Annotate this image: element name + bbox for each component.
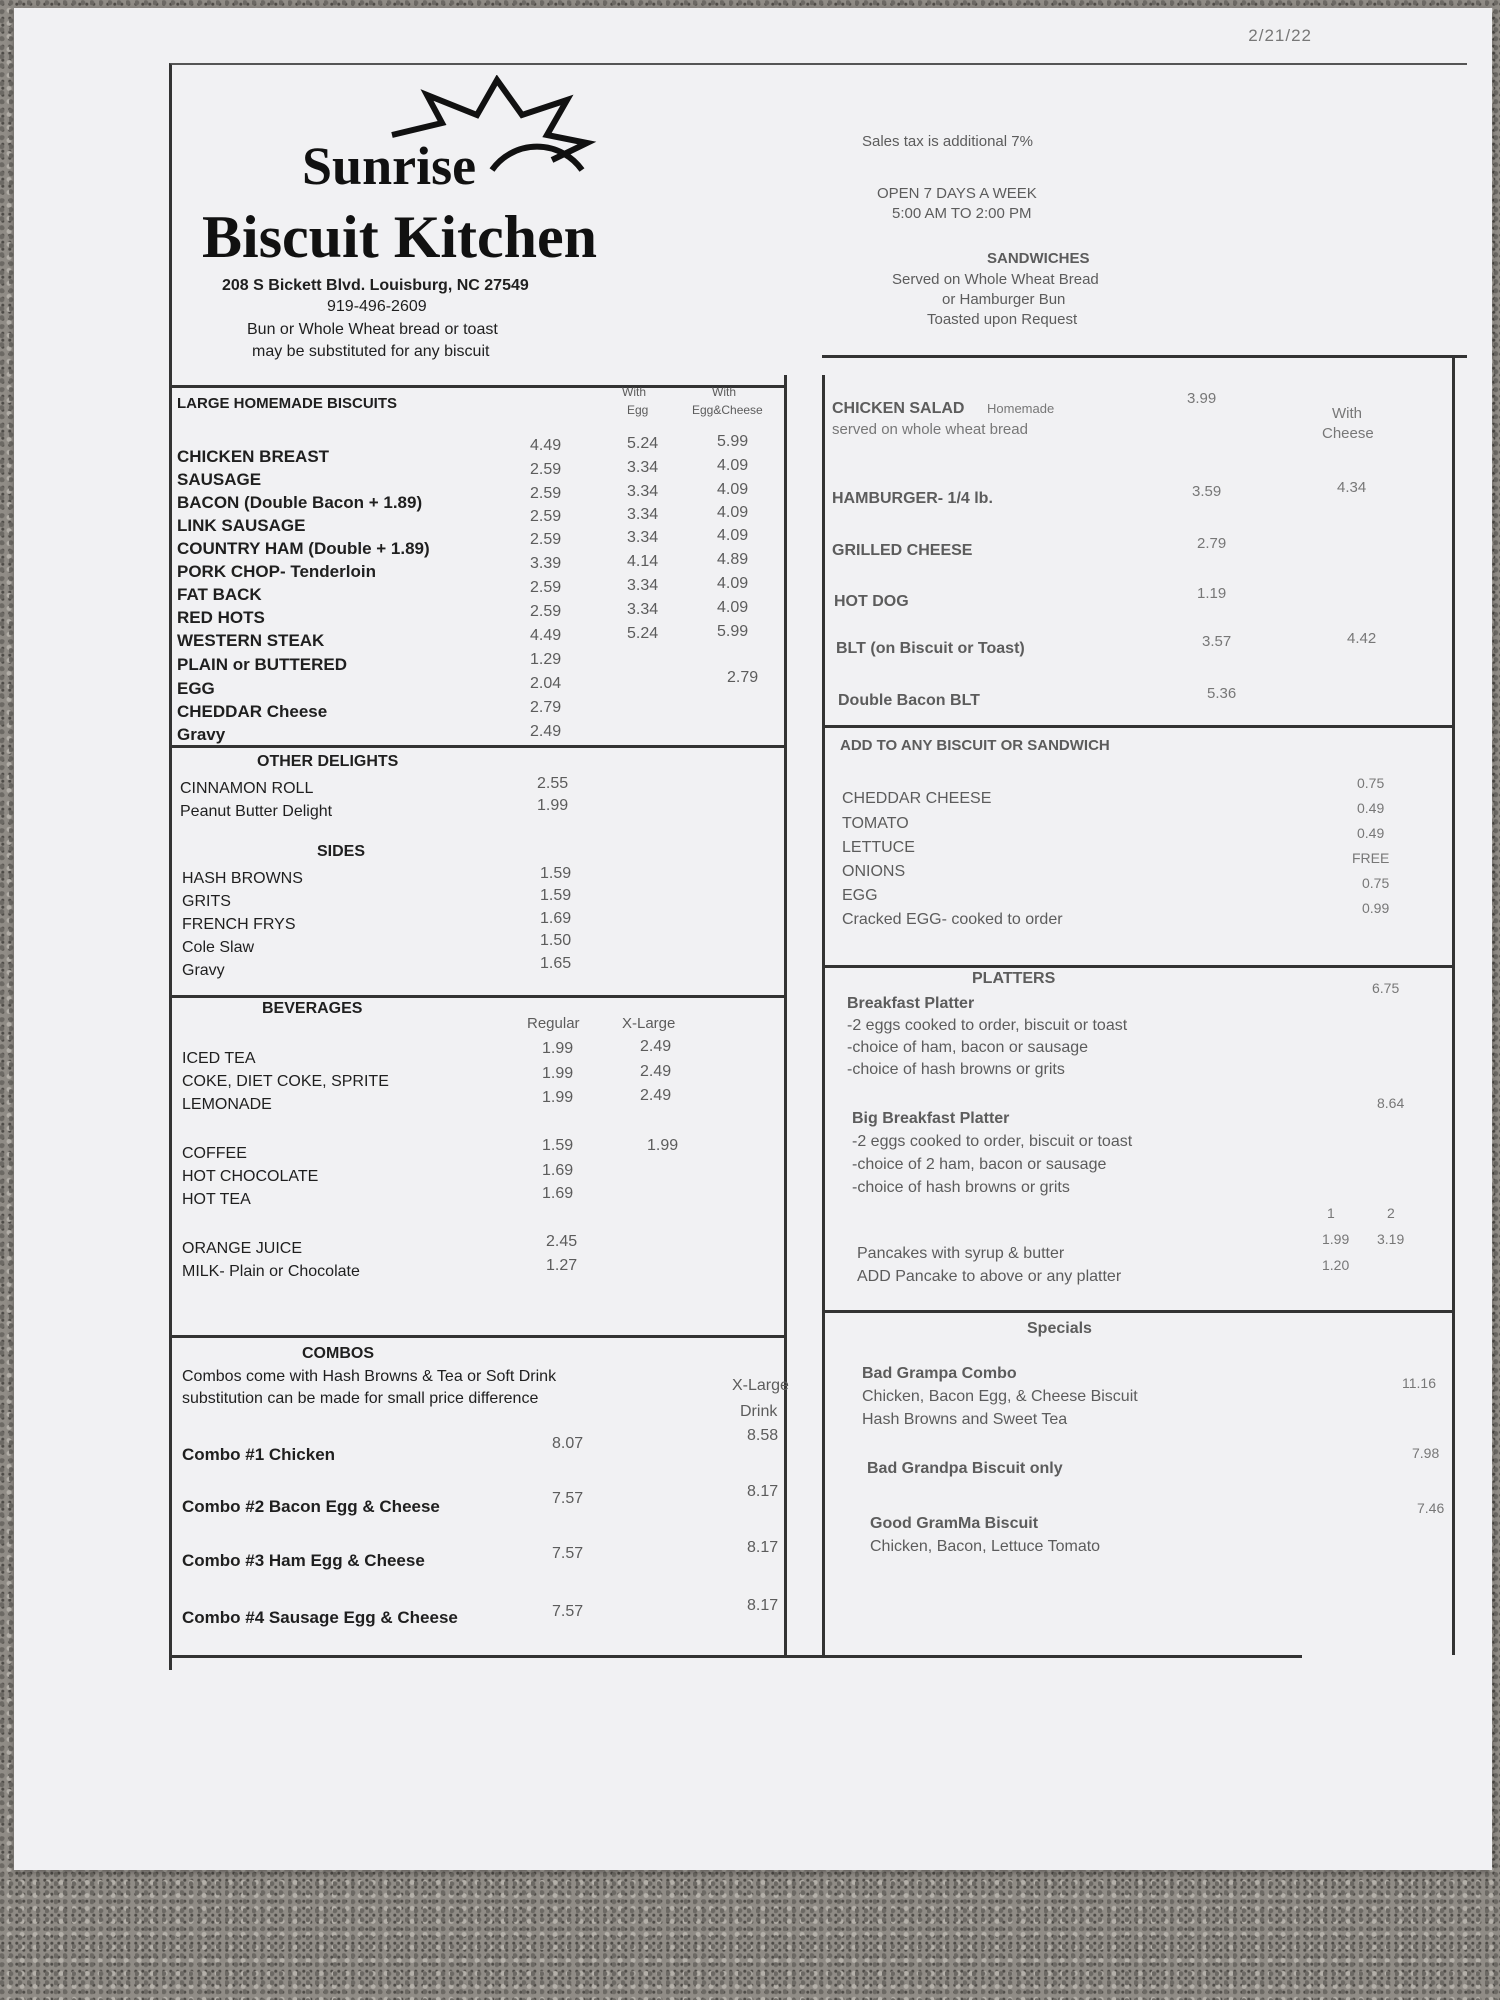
col-header-with: With <box>622 385 646 399</box>
combos-description-2: substitution can be made for small price difference <box>182 1390 539 1407</box>
menu-item-name: HOT TEA <box>182 1191 251 1208</box>
col-header-cheese: Cheese <box>1322 425 1374 442</box>
combo-item-name: Combo #3 Ham Egg & Cheese <box>182 1551 425 1570</box>
combo-item-price-xlarge: 8.17 <box>747 1483 779 1500</box>
sandwich-item-price-cheese: 4.34 <box>1337 479 1367 496</box>
sandwich-item-price: 3.99 <box>1187 390 1217 407</box>
col-header-drink: Drink <box>740 1403 778 1420</box>
menu-item-name: SAUSAGE <box>177 470 262 489</box>
menu-item-price: 2.04 <box>530 675 562 692</box>
menu-item-price-egg-cheese: 5.99 <box>717 623 749 640</box>
divider <box>172 995 787 998</box>
menu-item-name: PORK CHOP- Tenderloin <box>177 562 376 581</box>
other-delights-heading: OTHER DELIGHTS <box>257 753 399 770</box>
beverages-heading: BEVERAGES <box>262 1000 363 1017</box>
col-header-with: With <box>1332 405 1362 422</box>
sandwich-item-note: Homemade <box>987 401 1055 416</box>
special-item-name: Bad Grampa Combo <box>862 1365 1017 1382</box>
menu-item-price-egg: 3.34 <box>627 577 659 594</box>
menu-item-price-egg: 4.14 <box>627 553 659 570</box>
address: 208 S Bickett Blvd. Louisburg, NC 27549 <box>222 277 529 294</box>
add-on-item-name: TOMATO <box>842 815 909 832</box>
combo-item-price: 8.07 <box>552 1435 584 1452</box>
menu-item-price: 4.49 <box>530 437 562 454</box>
platters-heading: PLATTERS <box>972 970 1056 987</box>
platter-name: Big Breakfast Platter <box>852 1110 1010 1127</box>
sales-tax-note: Sales tax is additional 7% <box>862 133 1033 150</box>
sandwich-item-price: 5.36 <box>1207 685 1237 702</box>
menu-item-price: 1.65 <box>540 955 572 972</box>
menu-item-name: HOT CHOCOLATE <box>182 1168 319 1185</box>
menu-item-price-egg-cheese: 2.79 <box>727 669 759 686</box>
menu-item-price-xlarge: 1.99 <box>647 1137 679 1154</box>
menu-item-name: LINK SAUSAGE <box>177 516 306 535</box>
combo-item-name: Combo #4 Sausage Egg & Cheese <box>182 1608 458 1627</box>
divider <box>172 1655 1302 1658</box>
combo-item-price: 7.57 <box>552 1603 584 1620</box>
logo-title-sunrise: Sunrise <box>302 136 477 196</box>
menu-item-name: Gravy <box>182 962 225 979</box>
pancake-col-1: 1 <box>1327 1205 1335 1221</box>
special-item-name: Good GramMa Biscuit <box>870 1515 1039 1532</box>
add-on-item-name: CHEDDAR CHEESE <box>842 790 992 807</box>
menu-item-price: 3.39 <box>530 555 562 572</box>
divider <box>822 725 1452 728</box>
menu-item-price-egg: 5.24 <box>627 435 659 452</box>
column-divider <box>1452 355 1455 1655</box>
sandwich-item-price: 1.19 <box>1197 585 1227 602</box>
sandwiches-note-2: or Hamburger Bun <box>942 291 1066 308</box>
add-on-item-name: Cracked EGG- cooked to order <box>842 911 1063 928</box>
menu-item-price-xlarge: 2.49 <box>640 1087 672 1104</box>
sandwich-item-price-cheese: 4.42 <box>1347 630 1377 647</box>
add-on-item-price: 0.49 <box>1357 825 1385 841</box>
add-ons-heading: ADD TO ANY BISCUIT OR SANDWICH <box>840 737 1110 754</box>
sandwich-item-name: HOT DOG <box>834 593 909 610</box>
sandwich-item-name: HAMBURGER- 1/4 lb. <box>832 490 993 507</box>
date-stamp: 2/21/22 <box>1248 26 1312 45</box>
add-on-item-price: 0.49 <box>1357 800 1385 816</box>
hours-time: 5:00 AM TO 2:00 PM <box>892 205 1032 222</box>
combo-item-name: Combo #2 Bacon Egg & Cheese <box>182 1497 440 1516</box>
menu-item-name: ICED TEA <box>182 1050 256 1067</box>
pancake-col-2: 2 <box>1387 1205 1395 1221</box>
menu-item-price-regular: 2.45 <box>546 1233 578 1250</box>
platter-name: Breakfast Platter <box>847 995 975 1012</box>
add-on-item-price: 0.99 <box>1362 900 1390 916</box>
add-on-item-name: ONIONS <box>842 863 906 880</box>
divider <box>822 1310 1452 1313</box>
menu-item-name: WESTERN STEAK <box>177 631 325 650</box>
menu-item-price: 2.59 <box>530 579 562 596</box>
special-item-price: 7.98 <box>1412 1445 1440 1461</box>
add-on-item-name: LETTUCE <box>842 839 915 856</box>
menu-item-price: 2.59 <box>530 603 562 620</box>
add-pancake-name: ADD Pancake to above or any platter <box>857 1268 1122 1285</box>
menu-item-price: 1.59 <box>540 887 572 904</box>
combo-item-price-xlarge: 8.17 <box>747 1539 779 1556</box>
menu-item-price-egg-cheese: 4.09 <box>717 599 749 616</box>
menu-item-price: 2.59 <box>530 485 562 502</box>
platter-detail: -2 eggs cooked to order, biscuit or toast <box>852 1133 1133 1150</box>
menu-item-price: 2.55 <box>537 775 569 792</box>
menu-item-name: GRITS <box>182 893 231 910</box>
divider <box>172 1335 787 1338</box>
sandwiches-note-1: Served on Whole Wheat Bread <box>892 271 1099 288</box>
divider <box>822 355 1467 358</box>
menu-item-name: FAT BACK <box>177 585 262 604</box>
special-item-name: Bad Grandpa Biscuit only <box>867 1460 1063 1477</box>
menu-item-price-regular: 1.69 <box>542 1185 574 1202</box>
sandwich-item-price: 3.57 <box>1202 633 1232 650</box>
menu-item-name: RED HOTS <box>177 608 265 627</box>
menu-item-price: 1.99 <box>537 797 569 814</box>
menu-sheet <box>169 63 1467 1670</box>
menu-item-price-egg: 5.24 <box>627 625 659 642</box>
menu-item-name: CHICKEN BREAST <box>177 447 330 466</box>
menu-item-name: CHEDDAR Cheese <box>177 702 328 721</box>
menu-item-name: ORANGE JUICE <box>182 1240 303 1257</box>
menu-item-name: CINNAMON ROLL <box>180 780 314 797</box>
sandwich-item-name: Double Bacon BLT <box>838 692 980 709</box>
sandwich-item-name: BLT (on Biscuit or Toast) <box>836 640 1025 657</box>
menu-item-price-regular: 1.27 <box>546 1257 578 1274</box>
combo-item-price-xlarge: 8.17 <box>747 1597 779 1614</box>
platter-price: 6.75 <box>1372 980 1400 996</box>
menu-item-name: EGG <box>177 679 215 698</box>
special-item-price: 11.16 <box>1402 1375 1436 1391</box>
menu-item-price-egg-cheese: 4.09 <box>717 481 749 498</box>
platter-detail: -choice of ham, bacon or sausage <box>847 1039 1089 1056</box>
add-on-item-price: 0.75 <box>1362 875 1390 891</box>
menu-item-price: 1.29 <box>530 651 562 668</box>
menu-item-price: 2.59 <box>530 531 562 548</box>
column-divider <box>822 375 825 1655</box>
biscuits-heading: LARGE HOMEMADE BISCUITS <box>177 395 398 412</box>
substitution-note: Bun or Whole Wheat bread or toast <box>247 321 498 338</box>
menu-item-name: COKE, DIET COKE, SPRITE <box>182 1073 389 1090</box>
menu-item-name: COUNTRY HAM (Double + 1.89) <box>177 539 430 558</box>
menu-item-name: BACON (Double Bacon + 1.89) <box>177 493 423 512</box>
sandwich-item-subtitle: served on whole wheat bread <box>832 421 1028 438</box>
sandwiches-note-3: Toasted upon Request <box>927 311 1078 328</box>
menu-item-price-egg: 3.34 <box>627 506 659 523</box>
sandwich-item-name: CHICKEN SALAD <box>832 400 965 417</box>
menu-item-price: 1.69 <box>540 910 572 927</box>
menu-item-price: 2.59 <box>530 461 562 478</box>
add-on-item-name: EGG <box>842 887 878 904</box>
divider <box>172 745 787 748</box>
platter-price: 8.64 <box>1377 1095 1405 1111</box>
pancake-price-2: 3.19 <box>1377 1231 1405 1247</box>
menu-item-name: PLAIN or BUTTERED <box>177 655 347 674</box>
platter-detail: -choice of 2 ham, bacon or sausage <box>852 1156 1107 1173</box>
col-header-regular: Regular <box>527 1015 580 1032</box>
combo-item-price: 7.57 <box>552 1545 584 1562</box>
menu-item-price-egg-cheese: 5.99 <box>717 433 749 450</box>
menu-item-price: 2.79 <box>530 699 562 716</box>
sandwich-item-price: 2.79 <box>1197 535 1227 552</box>
menu-item-price: 1.59 <box>540 865 572 882</box>
menu-item-name: Cole Slaw <box>182 939 255 956</box>
menu-item-name: Peanut Butter Delight <box>180 803 333 820</box>
menu-paper <box>14 8 1492 1870</box>
sandwich-item-name: GRILLED CHEESE <box>832 542 973 559</box>
add-pancake-price: 1.20 <box>1322 1257 1350 1273</box>
menu-item-name: Gravy <box>177 725 226 744</box>
substitution-note-2: may be substituted for any biscuit <box>252 343 490 360</box>
special-item-price: 7.46 <box>1417 1500 1445 1516</box>
sandwich-item-price: 3.59 <box>1192 483 1222 500</box>
combos-description: Combos come with Hash Browns & Tea or Soft Drink <box>182 1368 557 1385</box>
menu-item-price-egg: 3.34 <box>627 601 659 618</box>
menu-item-price: 2.49 <box>530 723 562 740</box>
menu-item-price: 1.50 <box>540 932 572 949</box>
menu-item-price-egg-cheese: 4.09 <box>717 575 749 592</box>
phone: 919-496-2609 <box>327 298 427 315</box>
divider <box>822 965 1452 968</box>
menu-item-name: LEMONADE <box>182 1096 272 1113</box>
hours-days: OPEN 7 DAYS A WEEK <box>877 185 1037 202</box>
logo-title-biscuit-kitchen: Biscuit Kitchen <box>202 204 598 270</box>
menu-item-price: 4.49 <box>530 627 562 644</box>
menu-item-price-egg: 3.34 <box>627 459 659 476</box>
platter-detail: -choice of hash browns or grits <box>847 1061 1065 1078</box>
add-on-item-price: FREE <box>1352 850 1390 866</box>
menu-item-name: MILK- Plain or Chocolate <box>182 1263 360 1280</box>
special-item-detail: Chicken, Bacon Egg, & Cheese Biscuit <box>862 1388 1138 1405</box>
menu-item-price-egg-cheese: 4.09 <box>717 457 749 474</box>
special-item-detail: Chicken, Bacon, Lettuce Tomato <box>870 1538 1101 1555</box>
menu-item-price-regular: 1.59 <box>542 1137 574 1154</box>
menu-item-price-regular: 1.99 <box>542 1065 574 1082</box>
menu-item-price-egg-cheese: 4.09 <box>717 504 749 521</box>
menu-item-price-egg: 3.34 <box>627 529 659 546</box>
platter-detail: -2 eggs cooked to order, biscuit or toast <box>847 1017 1128 1034</box>
col-header-with: With <box>712 385 736 399</box>
combo-item-price: 7.57 <box>552 1490 584 1507</box>
column-divider <box>784 375 787 1655</box>
col-header-egg: Egg <box>627 403 649 417</box>
sandwiches-heading: SANDWICHES <box>987 250 1090 267</box>
col-header-xlarge: X-Large <box>622 1015 676 1032</box>
combos-heading: COMBOS <box>302 1345 374 1362</box>
menu-item-price-regular: 1.99 <box>542 1089 574 1106</box>
menu-item-price-egg: 3.34 <box>627 483 659 500</box>
menu-item-name: HASH BROWNS <box>182 870 303 887</box>
divider <box>172 385 787 388</box>
sides-heading: SIDES <box>317 843 366 860</box>
menu-item-price-regular: 1.69 <box>542 1162 574 1179</box>
pancake-item-name: Pancakes with syrup & butter <box>857 1245 1065 1262</box>
menu-item-price-xlarge: 2.49 <box>640 1063 672 1080</box>
specials-heading: Specials <box>1027 1320 1092 1337</box>
platter-detail: -choice of hash browns or grits <box>852 1179 1070 1196</box>
col-header-xlarge: X-Large <box>732 1377 789 1394</box>
combo-item-name: Combo #1 Chicken <box>182 1445 336 1464</box>
pancake-price-1: 1.99 <box>1322 1231 1350 1247</box>
menu-item-price-regular: 1.99 <box>542 1040 574 1057</box>
add-on-item-price: 0.75 <box>1357 775 1385 791</box>
combo-item-price-xlarge: 8.58 <box>747 1427 779 1444</box>
menu-item-price: 2.59 <box>530 508 562 525</box>
col-header-egg-cheese: Egg&Cheese <box>692 403 763 417</box>
special-item-detail: Hash Browns and Sweet Tea <box>862 1411 1068 1428</box>
menu-item-price-egg-cheese: 4.89 <box>717 551 749 568</box>
menu-item-name: COFFEE <box>182 1145 247 1162</box>
menu-item-price-xlarge: 2.49 <box>640 1038 672 1055</box>
menu-item-price-egg-cheese: 4.09 <box>717 527 749 544</box>
menu-item-name: FRENCH FRYS <box>182 916 296 933</box>
